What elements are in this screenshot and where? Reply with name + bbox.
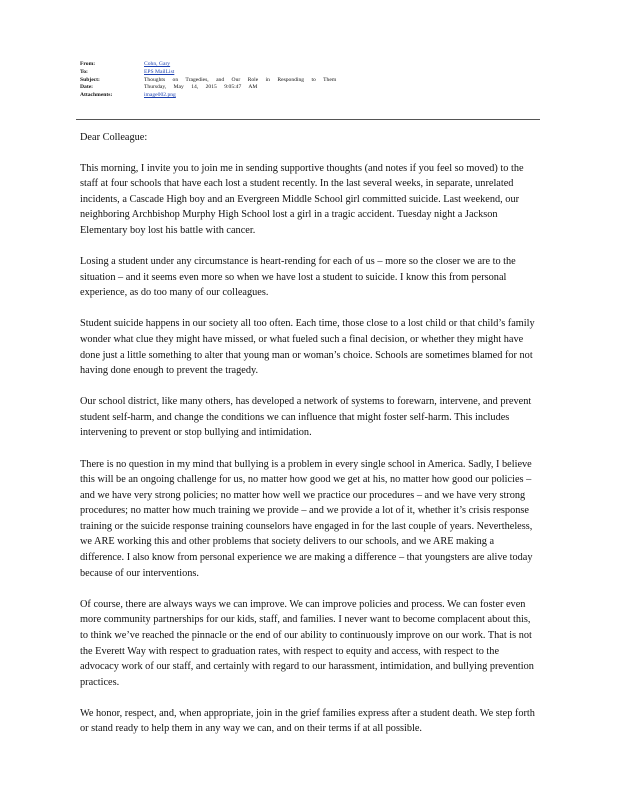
to-label: To: <box>80 68 88 75</box>
paragraph-3: Student suicide happens in our society all too often. Each time, those close to a lost child or that child’s family wonder what clue they might have missed, or what fueled such a final decision, or whether they might have done just a little something to alter that young man or woman’s choice. Schools are sometimes blamed for not having done enough to prevent the tragedy. <box>80 318 535 377</box>
subject-row <box>80 77 540 85</box>
salutation: Dear Colleague: <box>80 132 148 143</box>
to-row <box>80 69 540 77</box>
paragraph-6: Of course, there are always ways we can improve. We can improve policies and process. We can foster even more community partnerships for our kids, staff, and families. I never want to become complacent about this, to think we’ve reached the pinnacle or the end of our ability to continuously improve on our work. That is not the Everett Way with respect to graduation rates, with respect to equity and access, with respect to the advocacy work of our staff, and certainly with regard to our harassment, intimidation, and bullying prevention practices. <box>80 598 534 688</box>
attachments-label: Attachments: <box>80 92 113 99</box>
paragraph-5: There is no question in my mind that bullying is a problem in every single school in America. Sadly, I believe this will be an ongoing challenge for us, no matter how good we get at his, no matter how good our policies – and we have very strong policies; no matter how well we practice our procedures – and we have very strong procedures; no matter how much training we provide – and we provide a lot of it, whether it’s crisis response training or the suicide response training counselors have engaged in for the last couple of years. Nevertheless, we ARE working this and other problems that society delivers to our schools, and we ARE making a difference. I also know from personal experience we are making a difference – that youngsters are alive today because of our interventions. <box>80 458 533 579</box>
attachment-link[interactable]: image002.png <box>144 92 176 99</box>
paragraph-2: Losing a student under any circumstance is heart-rending for each of us – more so the closer we are to the situation – and it seems even more so when we have lost a student to suicide. I know this from personal experience, as do too many of our colleagues. <box>80 256 516 299</box>
paragraph-4: Our school district, like many others, has developed a network of systems to forewarn, intervene, and prevent student self-harm, and change the conditions we can influence that might foster self-harm. This includes intervening to prevent or stop bullying and intimidation. <box>80 396 532 439</box>
header-divider <box>76 119 540 120</box>
date-label: Date: <box>80 84 94 91</box>
date-value: Thursday, May 14, 2015 9:05:47 AM <box>144 84 258 91</box>
from-label: From: <box>80 61 96 67</box>
paragraph-1: This morning, I invite you to join me in sending supportive thoughts (and notes if you feel so moved) to the staff at four schools that have each lost a student recently. In the last several weeks, in separate, unrelated incidents, a Cascade High boy and an Evergreen Middle School girl committed suicide. Last weekend, our neighboring Archbishop Murphy High School lost a girl in a tragic accident. Tuesday night a Jackson Elementary boy lost his battle with cancer. <box>80 162 524 236</box>
to-link[interactable]: EPS MailList <box>144 68 175 75</box>
from-row <box>80 61 540 69</box>
date-row <box>80 84 540 92</box>
subject-label: Subject: <box>80 76 100 83</box>
attachments-row <box>80 92 540 100</box>
email-header <box>80 61 540 100</box>
letter-body <box>80 130 538 753</box>
paragraph-7: We honor, respect, and, when appropriate, join in the grief families express after a student death. We step forth or stand ready to help them in any way we can, and on their terms if at all possible. <box>80 707 535 735</box>
from-link[interactable]: Cohn, Gary <box>144 61 171 67</box>
subject-value: Thoughts on Tragedies, and Our Role in Responding to Them <box>144 76 337 83</box>
